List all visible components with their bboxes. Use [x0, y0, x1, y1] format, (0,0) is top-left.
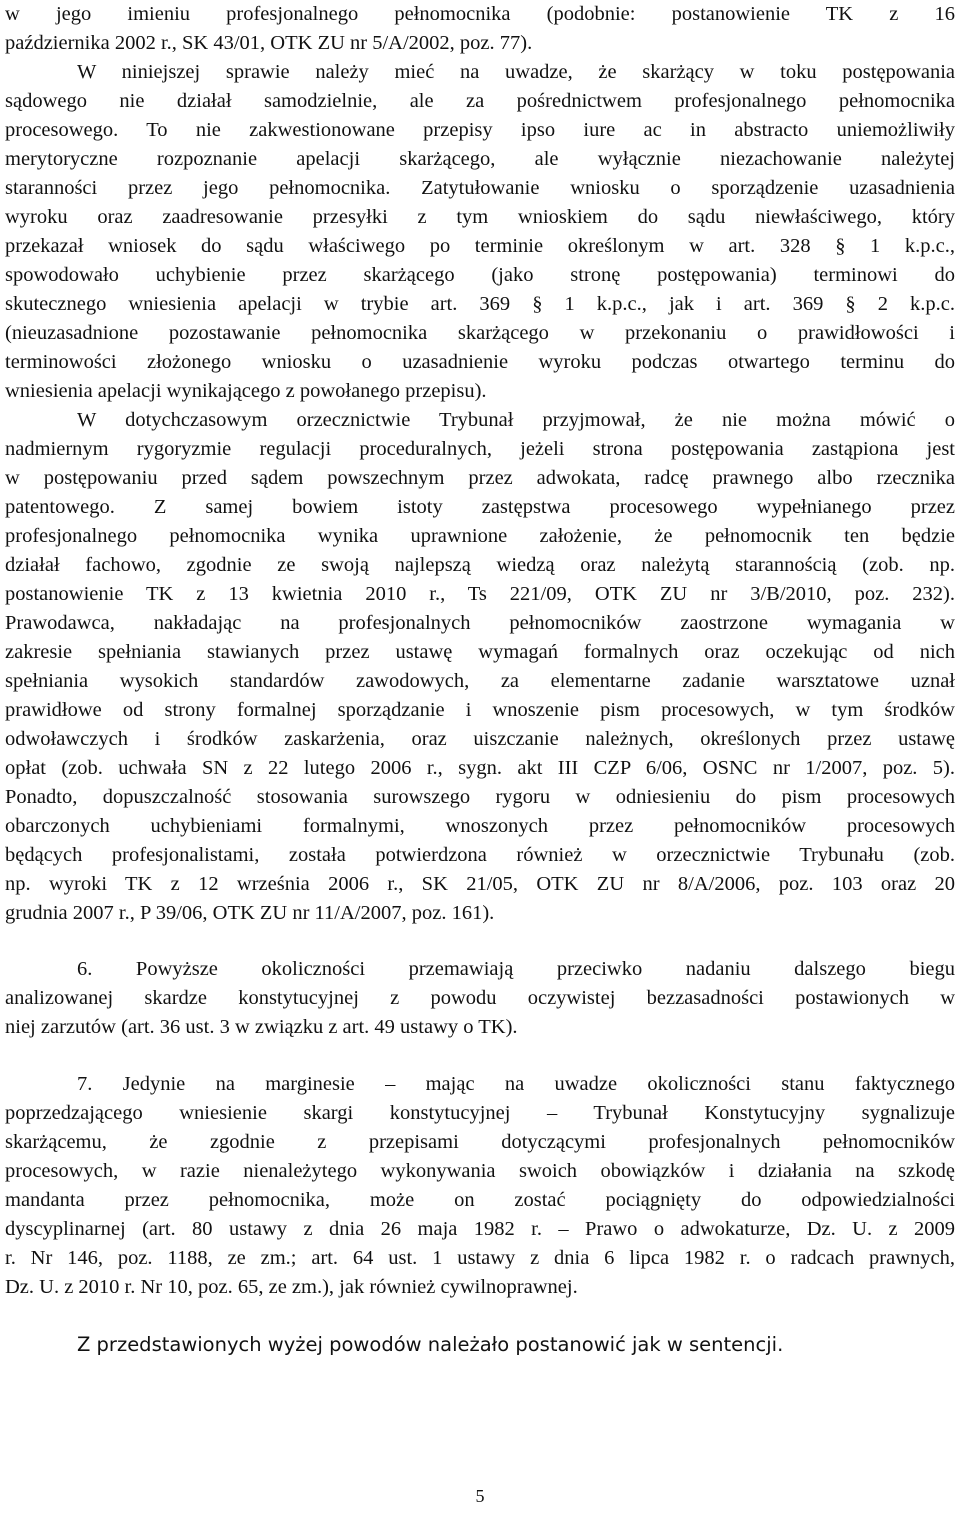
text-line: profesjonalnego pełnomocnika wynika uprawnione założenie, że pełnomocnik ten będzie — [5, 525, 955, 547]
text-line: poprzedzającego wniesienie skargi konstytucyjnej – Trybunał Konstytucyjny sygnalizuje — [5, 1102, 955, 1124]
text-line: nadmiernym rygoryzmie regulacji proceduralnych, jeżeli strona postępowania zastąpiona jest — [5, 438, 955, 460]
text-line: postanowienie TK z 13 kwietnia 2010 r., Ts 221/09, OTK ZU nr 3/B/2010, poz. 232). — [5, 583, 955, 605]
text-line: procesowego. To nie zakwestionowane przepisy ipso iure ac in abstracto uniemożliwiły — [5, 119, 955, 141]
text-line: Ponadto, dopuszczalność stosowania surowszego rygoru w odniesieniu do pism procesowych — [5, 786, 955, 808]
text-line: spowodowało uchybienie przez skarżącego (jako stronę postępowania) terminowi do — [5, 264, 955, 286]
text-line: w postępowaniu przed sądem powszechnym przez adwokata, radcę prawnego albo rzecznika — [5, 467, 955, 489]
text-line: przekazał wniosek do sądu właściwego po terminie określonym w art. 328 § 1 k.p.c., — [5, 235, 955, 257]
text-line: w jego imieniu profesjonalnego pełnomocnika (podobnie: postanowienie TK z 16 — [5, 3, 955, 25]
text-line: analizowanej skardze konstytucyjnej z powodu oczywistej bezzasadności postawionych w — [5, 987, 955, 1009]
text-line: W dotychczasowym orzecznictwie Trybunał przyjmował, że nie można mówić o — [77, 409, 955, 431]
text-line: grudnia 2007 r., P 39/06, OTK ZU nr 11/A/2007, poz. 161). — [5, 902, 495, 924]
text-line: będących profesjonalistami, została potwierdzona również w orzecznictwie Trybunału (zob. — [5, 844, 955, 866]
text-line: patentowego. Z samej bowiem istoty zastępstwa procesowego wypełnianego przez — [5, 496, 955, 518]
text-line: działał fachowo, zgodnie ze swoją najlepszą wiedzą oraz należytą starannością (zob. np. — [5, 554, 955, 576]
text-line: (nieuzasadnione pozostawanie pełnomocnika skarżącego w przekonaniu o prawidłowości i — [5, 322, 955, 344]
text-line: dyscyplinarnej (art. 80 ustawy z dnia 26 maja 1982 r. – Prawo o adwokaturze, Dz. U. z 2009 — [5, 1218, 955, 1240]
text-line: terminowości złożonego wniosku o uzasadnienie wyroku podczas otwartego terminu do — [5, 351, 955, 373]
text-line: W niniejszej sprawie należy mieć na uwadze, że skarżący w toku postępowania — [77, 61, 955, 83]
text-line: sądowego nie działał samodzielnie, ale za pośrednictwem profesjonalnego pełnomocnika — [5, 90, 955, 112]
text-line: skutecznego wniesienia apelacji w trybie art. 369 § 1 k.p.c., jak i art. 369 § 2 k.p.c. — [5, 293, 955, 315]
text-line: skarżącemu, że zgodnie z przepisami dotyczącymi profesjonalnych pełnomocników — [5, 1131, 955, 1153]
text-line: zakresie spełniania stawianych przez ustawę wymagań formalnych oraz oczekując od nich — [5, 641, 955, 663]
text-line: mandanta przez pełnomocnika, może on zostać pociągnięty do odpowiedzialności — [5, 1189, 955, 1211]
text-line: r. Nr 146, poz. 1188, ze zm.; art. 64 ust. 1 ustawy z dnia 6 lipca 1982 r. o radcach prawnych, — [5, 1247, 955, 1269]
text-line: procesowych, w razie nienależytego wykonywania swoich obowiązków i działania na szkodę — [5, 1160, 955, 1182]
text-line: prawidłowe od strony formalnej sporządzanie i wnoszenie pism procesowych, w tym środków — [5, 699, 955, 721]
text-line: wniesienia apelacji wynikającego z powołanego przepisu). — [5, 380, 487, 402]
page-number: 5 — [475, 1486, 485, 1506]
text-line: Dz. U. z 2010 r. Nr 10, poz. 65, ze zm.), jak również cywilnoprawnej. — [5, 1276, 578, 1298]
text-line: Prawodawca, nakładając na profesjonalnych pełnomocników zaostrzone wymagania w — [5, 612, 955, 634]
text-line: np. wyroki TK z 12 września 2006 r., SK 21/05, OTK ZU nr 8/A/2006, poz. 103 oraz 20 — [5, 873, 955, 895]
text-line: staranności przez jego pełnomocnika. Zatytułowanie wniosku o sporządzenie uzasadnienia — [5, 177, 955, 199]
text-line: wyroku oraz zaadresowanie przesyłki z tym wnioskiem do sądu niewłaściwego, który — [5, 206, 955, 228]
text-line: października 2002 r., SK 43/01, OTK ZU nr 5/A/2002, poz. 77). — [5, 32, 533, 54]
text-line: spełniania wysokich standardów zawodowych, za elementarne zadanie warsztatowe uznał — [5, 670, 955, 692]
text-line: odwoławczych i środków zaskarżenia, oraz uiszczanie należnych, określonych przez ustawę — [5, 728, 955, 750]
text-line: 7. Jedynie na marginesie – mając na uwadze okoliczności stanu faktycznego — [77, 1073, 955, 1095]
text-line: opłat (zob. uchwała SN z 22 lutego 2006 r., sygn. akt III CZP 6/06, OSNC nr 1/2007, poz. 5). — [5, 757, 955, 779]
text-line: obarczonych uchybieniami formalnymi, wnoszonych przez pełnomocników procesowych — [5, 815, 955, 837]
text-line: 6. Powyższe okoliczności przemawiają przeciwko nadaniu dalszego biegu — [77, 958, 955, 980]
closing-sentence: Z przedstawionych wyżej powodów należało postanowić jak w sentencji. — [77, 1333, 784, 1356]
text-line: merytoryczne rozpoznanie apelacji skarżącego, ale wyłącznie niezachowanie należytej — [5, 148, 955, 170]
text-line: niej zarzutów (art. 36 ust. 3 w związku z art. 49 ustawy o TK). — [5, 1016, 518, 1038]
